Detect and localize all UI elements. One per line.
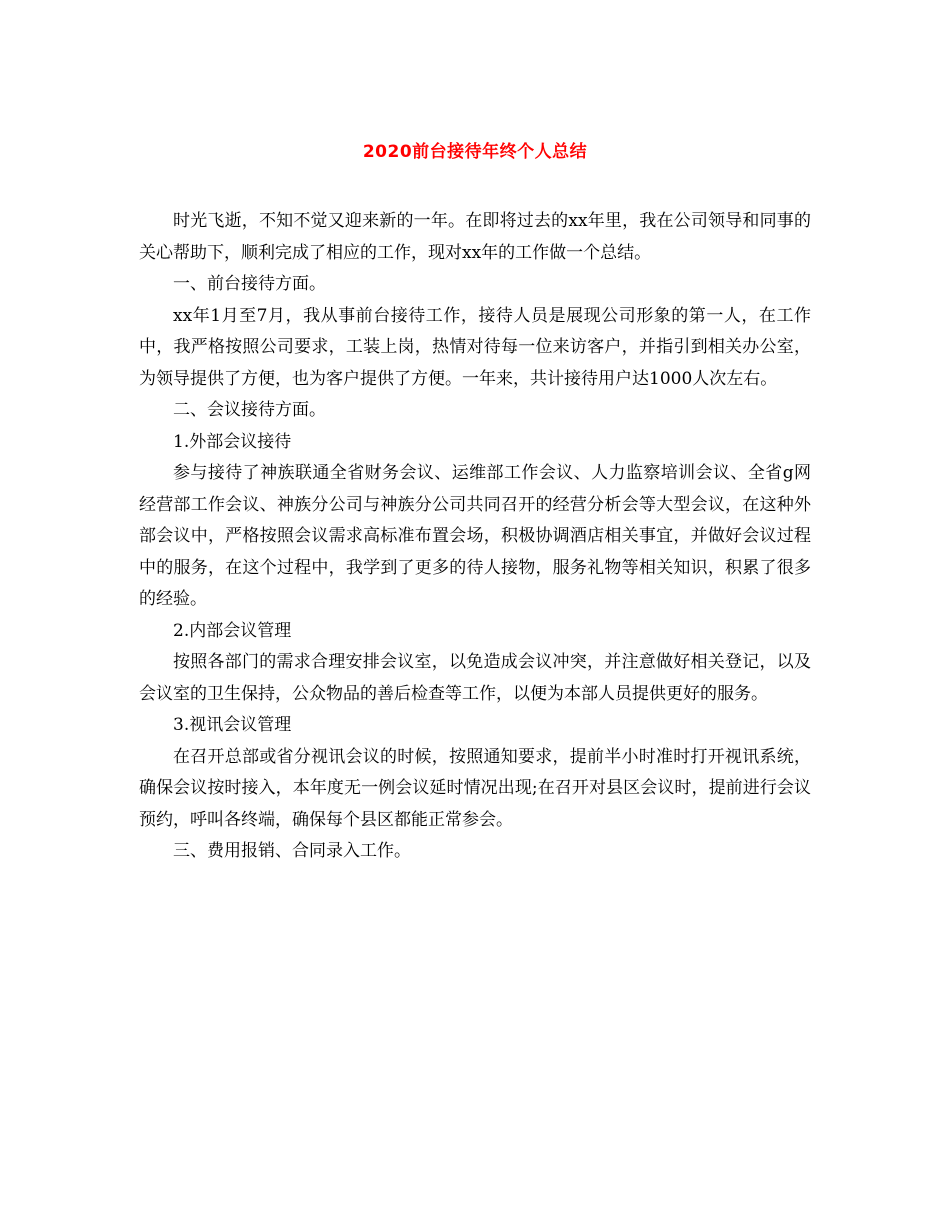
subheading-video-meetings: 3.视讯会议管理 [173,715,292,735]
paragraph-reception: xx年1月至7月，我从事前台接待工作，接待人员是展现公司形象的第一人，在工作中，我严格按照公司要求，工装上岗，热情对待每一位来访客户，并指引到相关办公室，为领导提供了方便，也为客户提供了方便。一年来，共计接待用户达1000人次左右。 [139,305,811,389]
document-title: 2020前台接待年终个人总结 [362,142,588,162]
paragraph-external-meetings: 参与接待了神族联通全省财务会议、运维部工作会议、人力监察培训会议、全省g网经营部工作会议、神族分公司与神族分公司共同召开的经营分析会等大型会议，在这种外部会议中，严格按照会议需求高标准布置会场，积极协调酒店相关事宜，并做好会议过程中的服务，在这个过程中，我学到了更多的待人接物，服务礼物等相关知识，积累了很多的经验。 [139,463,811,609]
paragraph-internal-meetings: 按照各部门的需求合理安排会议室，以免造成会议冲突，并注意做好相关登记，以及会议室的卫生保持，公众物品的善后检查等工作，以便为本部人员提供更好的服务。 [139,652,811,704]
heading-meetings: 二、会议接待方面。 [173,400,326,420]
heading-reception: 一、前台接待方面。 [173,274,326,294]
paragraph-intro: 时光飞逝，不知不觉又迎来新的一年。在即将过去的xx年里，我在公司领导和同事的关心帮助下，顺利完成了相应的工作，现对xx年的工作做一个总结。 [139,211,811,263]
document-body [139,206,811,868]
subheading-internal-meetings: 2.内部会议管理 [173,620,292,641]
heading-expenses: 三、费用报销、合同录入工作。 [173,841,411,861]
subheading-external-meetings: 1.外部会议接待 [173,431,292,452]
paragraph-video-meetings: 在召开总部或省分视讯会议的时候，按照通知要求，提前半小时准时打开视讯系统，确保会议按时接入，本年度无一例会议延时情况出现;在召开对县区会议时，提前进行会议预约，呼叫各终端，确保每个县区都能正常参会。 [139,746,811,830]
